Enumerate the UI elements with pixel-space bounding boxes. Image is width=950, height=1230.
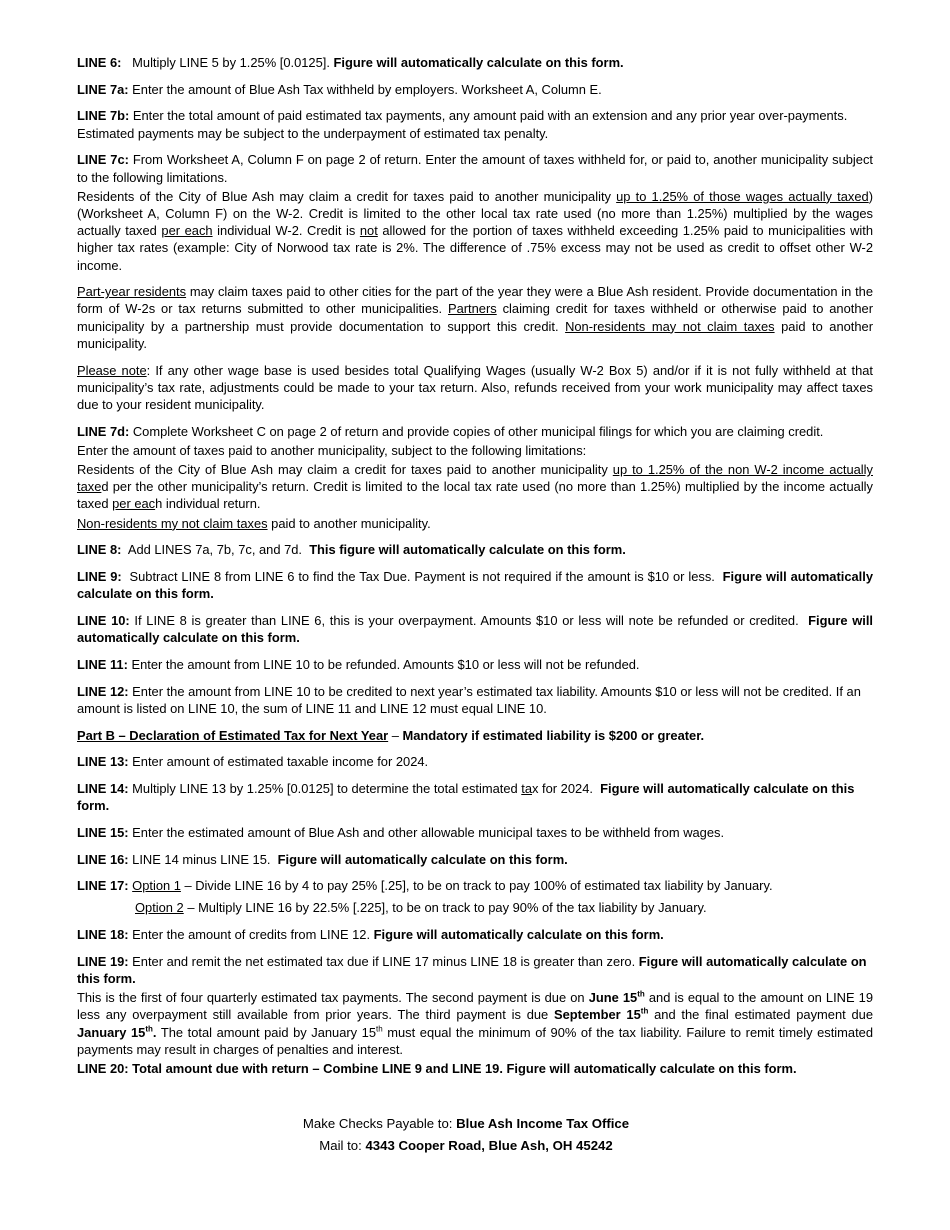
underlined-text: not [359, 223, 378, 239]
mail-label: Mail to: [319, 1138, 366, 1153]
line-15-instruction [77, 824, 873, 841]
underlined-text: per eac [112, 496, 156, 512]
text-run: individual W-2. Credit is [212, 223, 360, 239]
part-b-heading [77, 727, 873, 744]
part-b-title: Part B – Declaration of Estimated Tax for Next Year [77, 727, 389, 743]
line-18-instruction [77, 926, 873, 943]
option-1-text: – Divide LINE 16 by 4 to pay 25% [.25], to be on track to pay 100% of estimated tax liability by January. [180, 878, 773, 894]
line-10-text: If LINE 8 is greater than LINE 6, this is your overpayment. Amounts $10 or less will note be refunded or credited. [134, 612, 799, 628]
line-15-label: LINE 15: [77, 824, 129, 840]
line-16-text: LINE 14 minus LINE 15. [132, 851, 271, 867]
text-run: June 15 [588, 990, 638, 1006]
underlined-text: Non-residents my not claim taxes [77, 515, 268, 531]
line-16-auto-calc-note: Figure will automatically calculate on this form. [277, 851, 568, 867]
underlined-text: up to 1.25% of those wages actually taxed [616, 188, 869, 204]
line-11-instruction [77, 656, 873, 673]
line-19-instruction [77, 953, 873, 987]
due-date-september [554, 1007, 648, 1022]
option-2-text: – Multiply LINE 16 by 22.5% [.225], to be on track to pay 90% of the tax liability by January. [183, 900, 707, 916]
mail-to-line [0, 1135, 932, 1157]
text-run: paid to another municipality. [77, 318, 874, 351]
payable-to-line [0, 1113, 932, 1135]
line-11-text: Enter the amount from LINE 10 to be refunded. Amounts $10 or less will not be refunded. [131, 656, 640, 672]
line-13-instruction [77, 753, 873, 770]
line-7a-label: LINE 7a: [77, 81, 129, 97]
line-19-auto-calc-note: Figure will automatically calculate on this form. [77, 953, 867, 987]
line-16-label: LINE 16: [77, 851, 129, 867]
line-12-text: Enter the amount from LINE 10 to be credited to next year’s estimated tax liability. Amounts $10 or less will not be credited. If an amount is listed on LINE 10, the sum of LINE 11 and LINE 12 must equal LINE 10. [77, 683, 861, 716]
line-14-label: LINE 14: [77, 780, 129, 796]
line-20-instruction [77, 1060, 873, 1077]
line-10-auto-calc-note: Figure will automatically calculate on this form. [77, 612, 873, 646]
text-run: Multiply LINE 13 by 1.25% [0.0125] to determine the total estimated [132, 780, 522, 796]
text-run: : If any other wage base is used besides total Qualifying Wages (usually W-2 Box 5) and/or if it is not fully withheld at that municipality’s tax rate, adjustments could be made to your tax return. Also, refunds received from your work municipality may affect taxes due to your resident municipality. [77, 362, 873, 412]
line-7a-instruction [77, 81, 873, 98]
text-run: ) (Worksheet A, Column F) on the W-2. Credit is limited to the other local tax rate used (no more than 1.25%) multiplied by the wages actually taxed [77, 188, 873, 239]
underlined-text: per each [161, 223, 213, 239]
superscript: th [145, 1024, 153, 1034]
line-7c-instruction [77, 151, 873, 185]
line-7d-non-residents-note [77, 515, 873, 532]
line-9-label: LINE 9: [77, 569, 122, 585]
line-7b-instruction [77, 107, 873, 141]
superscript: th [376, 1024, 383, 1034]
mail-address: 4343 Cooper Road, Blue Ash, OH 45242 [365, 1138, 613, 1153]
line-19-text: Enter and remit the net estimated tax due if LINE 17 minus LINE 18 is greater than zero. [132, 953, 636, 969]
line-7d-residents-paragraph [77, 461, 873, 513]
line-14-auto-calc-note: Figure will automatically calculate on this form. [77, 780, 855, 814]
payable-name: Blue Ash Income Tax Office [456, 1116, 630, 1131]
text-run: January 15 [77, 1024, 146, 1040]
text-run: paid to another municipality. [267, 515, 431, 531]
text-run: claiming credit for taxes withheld or otherwise paid to another municipality by a partnership must provide documentation to support this credit. [77, 301, 873, 334]
line-17-label: LINE 17: [77, 878, 129, 894]
text-run: may claim taxes paid to other cities for the part of the year they were a Blue Ash resident. Provide documentation in the form of W-2s or tax returns submitted to other municipalities. [77, 284, 873, 317]
line-9-text: Subtract LINE 8 from LINE 6 to find the Tax Due. Payment is not required if the amount is $10 or less. [129, 569, 715, 585]
line-13-text: Enter amount of estimated taxable income for 2024. [132, 754, 429, 770]
underlined-text: Partners [447, 301, 497, 317]
line-18-text: Enter the amount of credits from LINE 12. [132, 927, 371, 943]
text-run: must equal the minimum of 90% of the tax liability. Failure to remit timely estimated payments may result in charges of penalties and interest. [77, 1024, 873, 1057]
due-date-june [589, 990, 645, 1005]
line-14-instruction [77, 780, 873, 814]
line-7c-part-year-paragraph [77, 283, 873, 352]
line-6-instruction [77, 54, 873, 71]
text-run: September 15 [554, 1007, 641, 1023]
line-19-payment-schedule [77, 989, 873, 1058]
line-7c-residents-paragraph [77, 188, 873, 274]
underlined-text: Non-residents may not claim taxes [565, 318, 775, 334]
text-run: This is the first of four quarterly estimated tax payments. The second payment is due on [77, 990, 589, 1006]
line-7c-label: LINE 7c: [77, 152, 129, 168]
line-9-instruction [77, 568, 873, 602]
text-run: – [388, 727, 403, 743]
option-1-label: Option 1 [132, 878, 181, 894]
instructions-document [77, 54, 873, 1087]
line-18-label: LINE 18: [77, 927, 129, 943]
line-7d-label: LINE 7d: [77, 423, 130, 439]
line-7d-instruction [77, 423, 873, 440]
line-7d-text: Complete Worksheet C on page 2 of return and provide copies of other municipal filings for which you are claiming credit. [132, 423, 824, 439]
text-run: and is equal to the amount on LINE 19 less any overpayment still available from prior years. The third payment is due [77, 990, 873, 1023]
text-run: x for 2024. [532, 780, 593, 796]
line-18-auto-calc-note: Figure will automatically calculate on this form. [373, 927, 664, 943]
superscript: th [637, 989, 645, 999]
underlined-text: Part-year residents [77, 284, 187, 300]
line-20-text: LINE 20: Total amount due with return – Combine LINE 9 and LINE 19. Figure will automatically calculate on this form. [77, 1061, 797, 1077]
mailing-info-footer [0, 1113, 932, 1157]
text-run: Residents of the City of Blue Ash may claim a credit for taxes paid to another municipality [77, 188, 617, 204]
line-6-auto-calc-note: Figure will automatically calculate on this form. [333, 55, 624, 70]
line-7c-text: From Worksheet A, Column F on page 2 of return. Enter the amount of taxes withheld for, or paid to, another municipality subject to the following limitations. [77, 152, 873, 185]
line-17-option-2 [77, 899, 873, 916]
line-11-label: LINE 11: [77, 656, 128, 672]
line-17-option-1 [77, 877, 873, 894]
superscript: th [640, 1007, 649, 1017]
line-7b-text: Enter the total amount of paid estimated tax payments, any amount paid with an extension and any prior year over-payments. Estimated payments may be subject to the underpayment of estimated tax penalty. [77, 108, 848, 141]
line-12-label: LINE 12: [77, 683, 129, 699]
payable-label: Make Checks Payable to: [302, 1116, 457, 1131]
text-run: allowed for the portion of taxes withheld exceeding 1.25% paid to municipalities with higher tax rates (example: City of Norwood tax rate is 2%. The difference of .75% excess may not be used as credit to offset other W-2 income. [77, 223, 874, 273]
line-15-text: Enter the estimated amount of Blue Ash and other allowable municipal taxes to be withheld from wages. [132, 824, 725, 840]
line-6-label: LINE 6: [77, 55, 122, 70]
text-run: d per the other municipality’s return. Credit is limited to the local tax rate used (no more than 1.25%) multiplied by the income actually taxed [77, 479, 873, 512]
line-10-instruction [77, 612, 873, 646]
line-13-label: LINE 13: [77, 754, 129, 770]
line-12-instruction [77, 683, 873, 717]
line-6-text: Multiply LINE 5 by 1.25% [0.0125]. [132, 55, 330, 70]
part-b-mandatory-note: Mandatory if estimated liability is $200 or greater. [402, 727, 705, 743]
line-9-auto-calc-note: Figure will automatically calculate on this form. [77, 569, 873, 602]
line-7c-please-note-paragraph [77, 362, 873, 414]
line-8-instruction [77, 541, 873, 558]
text-run: Residents of the City of Blue Ash may claim a credit for taxes paid to another municipality [77, 462, 613, 478]
line-19-label: LINE 19: [77, 953, 129, 969]
option-2-label: Option 2 [135, 900, 184, 916]
underlined-text: Please note [77, 362, 147, 378]
underlined-text: ta [521, 780, 533, 796]
text-run: and the final estimated payment due [648, 1007, 874, 1023]
line-7a-text: Enter the amount of Blue Ash Tax withheld by employers. Worksheet A, Column E. [132, 81, 602, 97]
line-7b-label: LINE 7b: [77, 108, 130, 124]
text-run: The total amount paid by January 15 [156, 1024, 377, 1040]
line-16-instruction [77, 851, 873, 868]
line-10-label: LINE 10: [77, 612, 130, 628]
line-8-label: LINE 8: [77, 542, 122, 558]
due-date-january [77, 1025, 157, 1040]
underlined-text: up to 1.25% of the non W-2 income actually taxe [77, 462, 873, 495]
line-8-auto-calc-note: This figure will automatically calculate on this form. [309, 542, 626, 558]
text-run: h individual return. [155, 496, 261, 512]
line-8-text: Add LINES 7a, 7b, 7c, and 7d. [127, 542, 303, 558]
text-run: . [152, 1024, 157, 1040]
line-7d-limitations-intro: Enter the amount of taxes paid to another municipality, subject to the following limitations: [77, 442, 587, 458]
